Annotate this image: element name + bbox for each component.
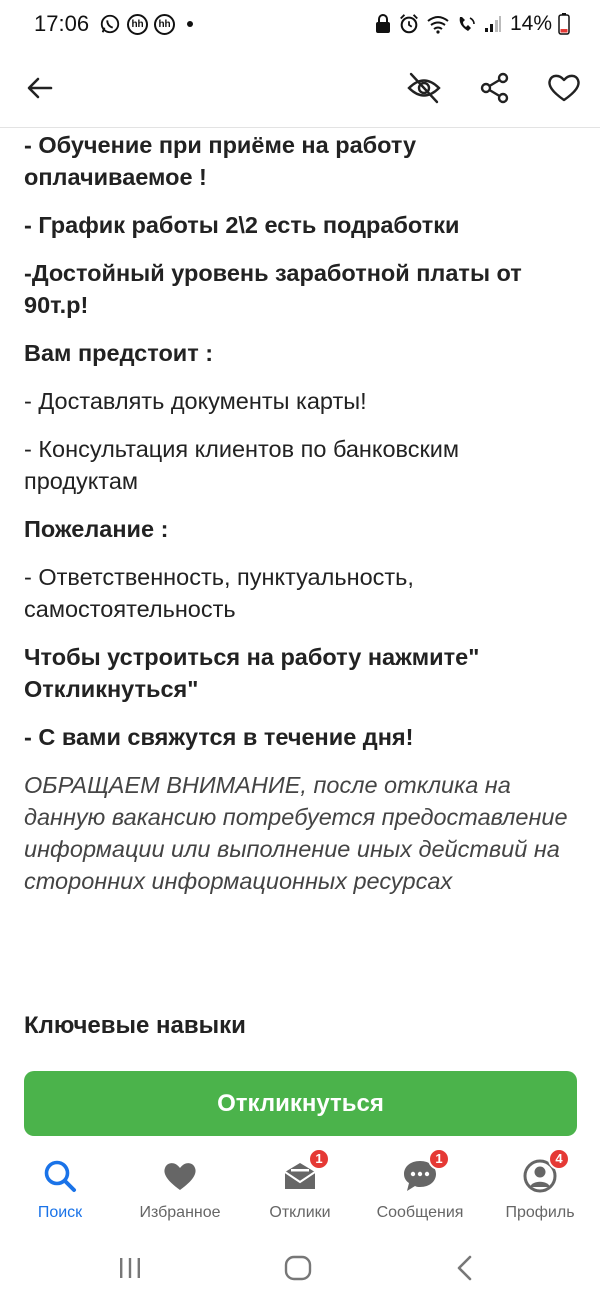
nav-item-search[interactable] (0, 1146, 120, 1226)
description-paragraph: Вам предстоит : (24, 340, 214, 366)
description-paragraph: -Достойный уровень заработной платы от 90т.р! (24, 260, 522, 318)
status-bar (0, 0, 600, 48)
description-paragraph: - С вами свяжутся в течение дня! (24, 724, 414, 750)
recent-apps-icon (116, 1254, 144, 1282)
hide-vacancy-button[interactable] (402, 66, 446, 110)
description-paragraph: ОБРАЩАЕМ ВНИМАНИЕ, после отклика на данную вакансию потребуется предоставление информации или выполнение иных действий на сторонних информационных ресурсах (24, 772, 568, 894)
battery-icon (558, 13, 570, 35)
recent-apps-button[interactable] (110, 1248, 150, 1288)
share-button[interactable] (473, 66, 517, 110)
hh-notification-icon: hh (154, 14, 175, 35)
back-system-button[interactable] (445, 1248, 485, 1288)
home-button[interactable] (278, 1248, 318, 1288)
battery-percent: 14% (509, 12, 552, 35)
nav-item-profile[interactable] (480, 1146, 600, 1226)
volte-call-icon (456, 14, 478, 34)
hh-notification-icon: hh (127, 14, 148, 35)
responses-badge: 1 (308, 1148, 330, 1170)
whatsapp-icon (99, 13, 121, 35)
description-paragraph: - График работы 2\2 есть подработки (24, 212, 460, 238)
nav-label: Сообщения (376, 1204, 464, 1221)
profile-badge: 4 (548, 1148, 570, 1170)
description-paragraph: - Консультация клиентов по банковским продуктам (24, 436, 460, 494)
share-icon (479, 72, 511, 104)
description-paragraph: - Доставлять документы карты! (24, 388, 367, 414)
nav-item-responses[interactable] (240, 1146, 360, 1226)
respond-button[interactable]: Откликнуться (24, 1071, 577, 1136)
nav-label: Профиль (505, 1204, 575, 1221)
vacancy-description (24, 129, 576, 913)
description-paragraph: Чтобы устроиться на работу нажмите" Откликнуться" (24, 644, 480, 702)
app-bar (0, 48, 600, 128)
description-paragraph: Пожелание : (24, 516, 169, 542)
nav-item-messages[interactable] (360, 1146, 480, 1226)
messages-badge: 1 (428, 1148, 450, 1170)
more-notifications-dot-icon (187, 21, 193, 27)
favorite-button[interactable] (542, 66, 586, 110)
bottom-nav (0, 1146, 600, 1226)
back-button[interactable] (18, 66, 62, 110)
alarm-icon (398, 13, 420, 35)
nav-label: Поиск (37, 1204, 83, 1221)
status-time: 17:06 (34, 11, 90, 36)
home-icon (283, 1253, 313, 1283)
signal-icon (484, 15, 502, 33)
eye-off-icon (406, 72, 442, 104)
nav-label: Избранное (139, 1204, 221, 1221)
status-left (34, 11, 193, 37)
wifi-icon (426, 14, 450, 34)
heart-icon (162, 1160, 198, 1192)
system-nav-bar (0, 1236, 600, 1299)
lock-icon (374, 14, 392, 34)
description-paragraph: - Ответственность, пунктуальность, самостоятельность (24, 564, 414, 622)
search-icon (42, 1158, 78, 1194)
nav-label: Отклики (269, 1204, 331, 1221)
status-right (374, 12, 570, 36)
nav-item-favorites[interactable] (120, 1146, 240, 1226)
key-skills-title: Ключевые навыки (24, 1012, 246, 1039)
back-arrow-icon (26, 74, 54, 102)
heart-icon (547, 73, 581, 103)
description-paragraph: - Обучение при приёме на работу оплачиваемое ! (24, 132, 417, 190)
chevron-left-icon (452, 1253, 478, 1283)
